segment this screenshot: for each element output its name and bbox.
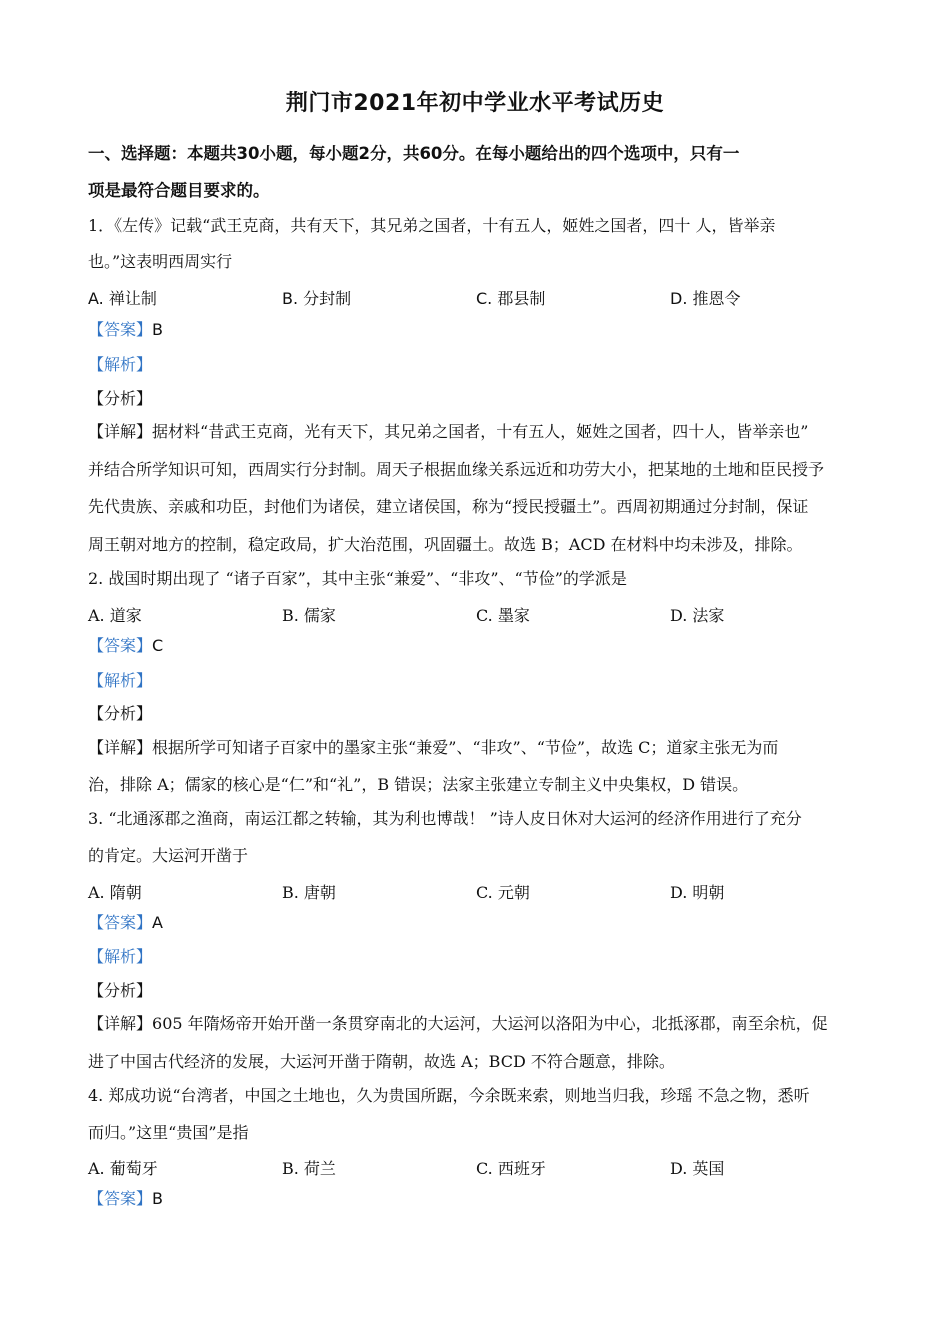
detail-label: 【详解】	[88, 738, 153, 757]
answer-label: 【答案】	[88, 913, 153, 932]
q3-option-c: C. 元朝	[476, 883, 530, 902]
q2-detail-line1	[88, 738, 868, 758]
answer-label: 【答案】	[88, 636, 153, 655]
q4-stem-line2: 而归。”这里“贵国”是指	[88, 1123, 249, 1142]
q1-detail-line3: 先代贵族、亲戚和功臣，封他们为诸侯，建立诸侯国，称为“授民授疆土”。西周初期通过分封制，保证	[88, 497, 809, 516]
q2-option-a: A. 道家	[88, 606, 142, 625]
q1-detail-line2: 并结合所学知识可知，西周实行分封制。周天子根据血缘关系远近和功劳大小，把某地的土地和臣民授予	[88, 460, 825, 479]
q1-detail-line1	[88, 422, 868, 442]
q1-stem-line2: 也。”这表明西周实行	[88, 252, 233, 271]
q4-stem-line1: 4. 郑成功说“台湾者，中国之土地也，久为贵国所踞，今余既来索，则地当归我，珍瑶 不急之物，悉听	[88, 1086, 810, 1105]
q3-detail-line2: 进了中国古代经济的发展，大运河开凿于隋朝，故选 A；BCD 不符合题意，排除。	[88, 1052, 675, 1071]
q3-stem-line1: 3. “北通涿郡之渔商，南运江都之转输，其为利也博哉！ ”诗人皮日休对大运河的经济作用进行了充分	[88, 809, 802, 828]
q1-fenxi-label: 【分析】	[88, 389, 153, 408]
q4-option-d: D. 英国	[670, 1159, 725, 1178]
page-title: 荆门市2021年初中学业水平考试历史	[285, 91, 665, 116]
q1-option-a: A. 禅让制	[88, 289, 157, 308]
q2-option-c: C. 墨家	[476, 606, 530, 625]
detail-label: 【详解】	[88, 1014, 153, 1033]
q1-option-d: D. 推恩令	[670, 289, 741, 308]
q1-stem-line1: 1．《左传》记载“武王克商，共有天下，其兄弟之国者，十有五人，姬姓之国者，四十 人，皆举亲	[88, 216, 776, 235]
q4-answer-value: B	[152, 1189, 163, 1208]
q4-option-c: C. 西班牙	[476, 1159, 546, 1178]
q1-detail-text1: 据材料“昔武王克商，光有天下，其兄弟之国者，十有五人，姬姓之国者，四十人，皆举亲也”	[152, 422, 809, 441]
q2-fenxi-label: 【分析】	[88, 704, 153, 723]
q3-option-a: A. 隋朝	[88, 883, 142, 902]
q2-stem-line1: 2. 战国时期出现了 “诸子百家”，其中主张“兼爱”、“非攻”、“节俭”的学派是	[88, 569, 627, 588]
q3-jiexi-label: 【解析】	[88, 947, 153, 966]
q2-answer	[88, 636, 868, 656]
q4-option-a: A. 葡萄牙	[88, 1159, 158, 1178]
q1-detail-line4: 周王朝对地方的控制，稳定政局，扩大治范围，巩固疆土。故选 B；ACD 在材料中均未涉及，排除。	[88, 535, 803, 554]
detail-label: 【详解】	[88, 422, 153, 441]
q2-options	[88, 603, 868, 623]
q3-detail-text1: 605 年隋炀帝开始开凿一条贯穿南北的大运河，大运河以洛阳为中心，北抵涿郡，南至余杭，促	[152, 1014, 828, 1033]
q4-answer	[88, 1189, 868, 1209]
q1-options	[88, 286, 868, 306]
section-heading-line2: 项是最符合题目要求的。	[88, 181, 270, 200]
q2-option-b: B. 儒家	[282, 606, 336, 625]
q1-option-b: B. 分封制	[282, 289, 352, 308]
q1-jiexi-label: 【解析】	[88, 355, 153, 374]
answer-label: 【答案】	[88, 320, 153, 339]
q3-stem-line2: 的肯定。大运河开凿于	[88, 846, 249, 865]
q3-option-d: D. 明朝	[670, 883, 725, 902]
q3-answer-value: A	[152, 913, 163, 932]
q3-fenxi-label: 【分析】	[88, 981, 153, 1000]
q4-option-b: B. 荷兰	[282, 1159, 336, 1178]
q3-options	[88, 880, 868, 900]
answer-label: 【答案】	[88, 1189, 153, 1208]
q1-option-c: C. 郡县制	[476, 289, 546, 308]
q2-jiexi-label: 【解析】	[88, 671, 153, 690]
q1-answer	[88, 320, 868, 340]
q4-options	[88, 1156, 868, 1176]
q1-answer-value: B	[152, 320, 163, 339]
q3-option-b: B. 唐朝	[282, 883, 336, 902]
section-heading-line1: 一、选择题：本题共30小题，每小题2分，共60分。在每小题给出的四个选项中，只有一	[88, 144, 740, 163]
q2-option-d: D. 法家	[670, 606, 725, 625]
q2-detail-text1: 根据所学可知诸子百家中的墨家主张“兼爱”、“非攻”、“节俭”，故选 C；道家主张无为而	[152, 738, 779, 757]
q2-answer-value: C	[152, 636, 164, 655]
q2-detail-line2: 治，排除 A；儒家的核心是“仁”和“礼”，B 错误；法家主张建立专制主义中央集权，D 错误。	[88, 775, 749, 794]
q3-detail-line1	[88, 1014, 868, 1034]
q3-answer	[88, 913, 868, 933]
